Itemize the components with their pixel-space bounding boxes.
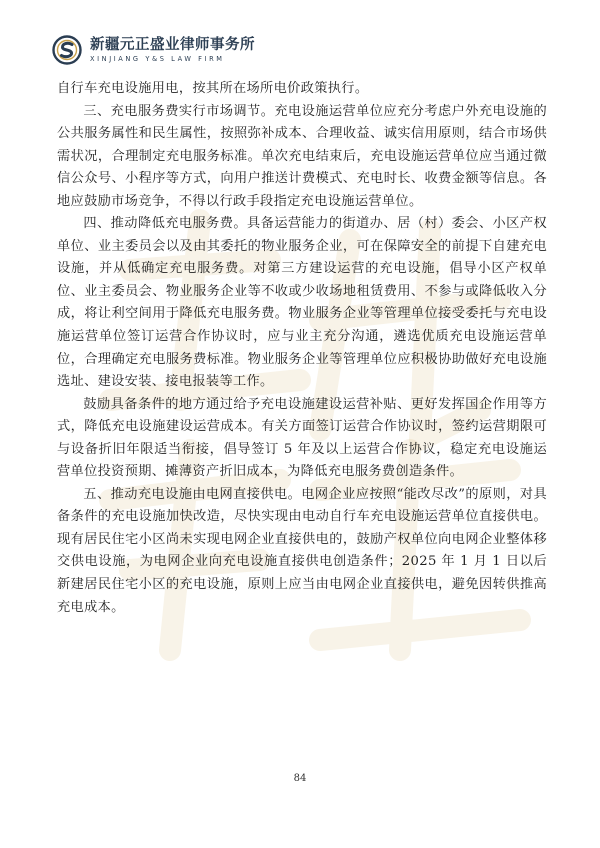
firm-logo-icon bbox=[52, 35, 82, 65]
paragraph-continuation: 自行车充电设施用电，按其所在场所电价政策执行。 bbox=[57, 81, 369, 96]
paragraph-grid-direct-supply: 五、推动充电设施由电网直接供电。电网企业应按照“能改尽改”的原则，对具备条件的充电设施加快改造，尽快实现由电动自行车充电设施运营单位直接供电。现有居民住宅小区尚未实现电网企业直接供电的，鼓励产权单位向电网企业整体移交供电设施，为电网企业向充电设施直接供电创造条件；2025 年 1 月 1 日以后新建居民住宅小区的充电设施，原则上应当由电网企业直接供电，避免因转供推高充电成本。 bbox=[57, 486, 547, 615]
page-number: 84 bbox=[293, 773, 307, 784]
paragraph-service-fee-market: 三、充电服务费实行市场调节。充电设施运营单位应充分考虑户外充电设施的公共服务属性和民生属性，按照弥补成本、合理收益、诚实信用原则，结合市场供需状况，合理制定充电服务标准。单次充电结束后，充电设施运营单位应当通过微信公众号、小程序等方式，向用户推送计费模式、充电时长、收费金额等信息。各地应鼓励市场竞争，不得以行政手段指定充电设施运营单位。 bbox=[57, 103, 547, 209]
firm-name-cn: 新疆元正盛业律师事务所 bbox=[90, 36, 255, 53]
paragraph-lower-service-fee: 四、推动降低充电服务费。具备运营能力的街道办、居（村）委会、小区产权单位、业主委员会以及由其委托的物业服务企业，可在保障安全的前提下自建充电设施，并从低确定充电服务费。对第三方建设运营的充电设施，倡导小区产权单位、业主委员会、物业服务企业等不收或少收场地租赁费用、不参与或降低收入分成，将让利空间用于降低充电服务费。物业服务企业等管理单位接受委托与充电设施运营单位签订运营合作协议时，应与业主充分沟通，遴选优质充电设施运营单位，合理确定充电服务费标准。物业服务企业等管理单位应积极协助做好充电设施选址、建设安装、接电报装等工作。 bbox=[57, 216, 547, 390]
letterhead bbox=[52, 30, 255, 70]
firm-names bbox=[90, 37, 255, 64]
firm-name-en: XINJIANG Y&S LAW FIRM bbox=[90, 54, 225, 63]
document-body bbox=[57, 78, 547, 619]
paragraph-encourage-subsidy: 鼓励具备条件的地方通过给予充电设施建设运营补贴、更好发挥国企作用等方式，降低充电设施建设运营成本。有关方面签订运营合作协议时，签约运营期限可与设备折旧年限适当衔接，倡导签订 5 年及以上运营合作协议，稳定充电设施运营单位投资预期、摊薄资产折旧成本，为降低充电服务费创造条件。 bbox=[57, 396, 547, 480]
